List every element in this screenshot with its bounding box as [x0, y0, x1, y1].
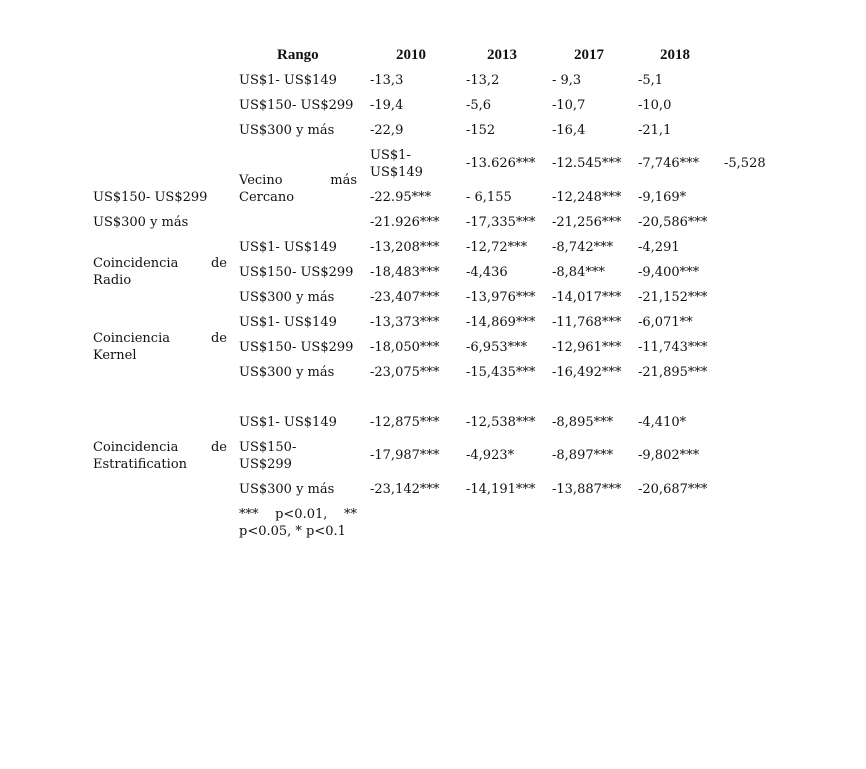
value-2017: -14,017*** — [552, 290, 622, 305]
header-2018: 2018 — [660, 47, 690, 63]
method-word: Kernel — [93, 348, 137, 363]
value-2010: -21.926*** — [370, 215, 440, 230]
value-2013: -14,869*** — [466, 315, 536, 330]
range-label: US$1- US$149 — [239, 73, 337, 88]
value-2017: -8,897*** — [552, 448, 614, 463]
range-label: US$150- US$299 — [93, 190, 208, 205]
value-2018: -9,802*** — [638, 448, 700, 463]
value-2018: -10,0 — [638, 98, 672, 113]
value-2010: -13,373*** — [370, 315, 440, 330]
value-2017: -8,742*** — [552, 240, 614, 255]
value-2013: -12,538*** — [466, 415, 536, 430]
method-label-radio — [93, 255, 227, 289]
method-word: Coincidencia — [93, 440, 179, 455]
value-2010: -18,483*** — [370, 265, 440, 280]
value-2018: -5,528 — [724, 156, 766, 171]
value-2018: -9,400*** — [638, 265, 700, 280]
value-2010: -23,075*** — [370, 365, 440, 380]
method-word: de — [210, 440, 227, 455]
value-2010: -13.626*** — [466, 156, 536, 171]
value-2018: -4,410* — [638, 415, 687, 430]
value-2013: -14,191*** — [466, 482, 536, 497]
footnote-part: ** — [343, 507, 357, 522]
method-word: Coincidencia — [93, 256, 179, 271]
value-2010: -12,875*** — [370, 415, 440, 430]
value-2018: -11,743*** — [638, 340, 708, 355]
method-word: Cercano — [239, 190, 295, 205]
footnote-line: p<0.05, * p<0.1 — [239, 524, 346, 539]
range-label: US$300 y más — [239, 290, 335, 305]
value-2017: -8,84*** — [552, 265, 605, 280]
footnote-part: *** — [239, 507, 259, 522]
value-2013: -4,923* — [466, 448, 515, 463]
footnote — [239, 506, 357, 540]
method-word: de — [210, 331, 227, 346]
value-2017: - 9,3 — [552, 73, 582, 88]
method-word: Vecino — [239, 173, 283, 188]
value-2017: -8,895*** — [552, 415, 614, 430]
method-label-kernel — [93, 330, 227, 364]
value-2010: -13,3 — [370, 73, 404, 88]
footnote-part: p<0.01, — [275, 507, 328, 522]
value-2018: -20,687*** — [638, 482, 708, 497]
value-2017: -10,7 — [552, 98, 586, 113]
method-word: Coinciencia — [93, 331, 170, 346]
value-2013: -13,976*** — [466, 290, 536, 305]
value-2010: -22.95*** — [370, 190, 432, 205]
header-rango: Rango — [277, 47, 319, 63]
value-2013: -5,6 — [466, 98, 492, 113]
range-label: US$1- US$149 — [239, 240, 337, 255]
range-label: US$1- US$149 — [239, 415, 337, 430]
value-2010: -22,9 — [370, 123, 404, 138]
value-2013: -15,435*** — [466, 365, 536, 380]
value-2017: -16,4 — [552, 123, 586, 138]
value-2017: -21,256*** — [552, 215, 622, 230]
value-2018: -21,1 — [638, 123, 672, 138]
value-2017: -7,746*** — [638, 156, 700, 171]
range-label: US$150- US$299 — [239, 98, 354, 113]
range-label: US$1- US$149 — [239, 315, 337, 330]
value-2013: - 6,155 — [466, 190, 512, 205]
header-2017: 2017 — [574, 47, 604, 63]
header-2010: 2010 — [396, 47, 426, 63]
header-2013: 2013 — [487, 47, 517, 63]
value-2013: -6,953*** — [466, 340, 528, 355]
value-2017: -11,768*** — [552, 315, 622, 330]
value-2018: -21,895*** — [638, 365, 708, 380]
value-2018: -20,586*** — [638, 215, 708, 230]
range-line: US$1- — [370, 148, 411, 163]
value-2013: -13,2 — [466, 73, 500, 88]
value-2013: -4,436 — [466, 265, 508, 280]
range-label: US$300 y más — [239, 482, 335, 497]
method-word: Estratification — [93, 457, 188, 472]
method-word: de — [210, 256, 227, 271]
value-2010: -18,050*** — [370, 340, 440, 355]
range-label: US$150- US$299 — [239, 340, 354, 355]
method-word: Radio — [93, 273, 132, 288]
value-2013: -12,72*** — [466, 240, 528, 255]
range-label: US$300 y más — [93, 215, 189, 230]
value-2010: -23,142*** — [370, 482, 440, 497]
value-2017: -12,961*** — [552, 340, 622, 355]
value-2017: -16,492*** — [552, 365, 622, 380]
value-2018: -9,169* — [638, 190, 687, 205]
value-2018: -4,291 — [638, 240, 680, 255]
value-2013: -17,335*** — [466, 215, 536, 230]
range-line: US$150- — [239, 440, 297, 455]
range-label: US$300 y más — [239, 123, 335, 138]
value-2010: -13,208*** — [370, 240, 440, 255]
range-line: US$299 — [239, 457, 292, 472]
value-2017: -12,248*** — [552, 190, 622, 205]
value-2017: -13,887*** — [552, 482, 622, 497]
method-label-estrat — [93, 439, 227, 473]
method-word: más — [330, 173, 357, 188]
value-2013: -152 — [466, 123, 496, 138]
range-label-multiline — [370, 147, 423, 181]
value-2013: -12.545*** — [552, 156, 622, 171]
range-label: US$150- US$299 — [239, 265, 354, 280]
value-2018: -6,071** — [638, 315, 693, 330]
range-label: US$300 y más — [239, 365, 335, 380]
value-2018: -5,1 — [638, 73, 664, 88]
value-2010: -19,4 — [370, 98, 404, 113]
method-label-vecino — [239, 172, 357, 206]
range-line: US$149 — [370, 165, 423, 180]
range-label-multiline — [239, 439, 296, 473]
value-2018: -21,152*** — [638, 290, 708, 305]
value-2010: -17,987*** — [370, 448, 440, 463]
value-2010: -23,407*** — [370, 290, 440, 305]
